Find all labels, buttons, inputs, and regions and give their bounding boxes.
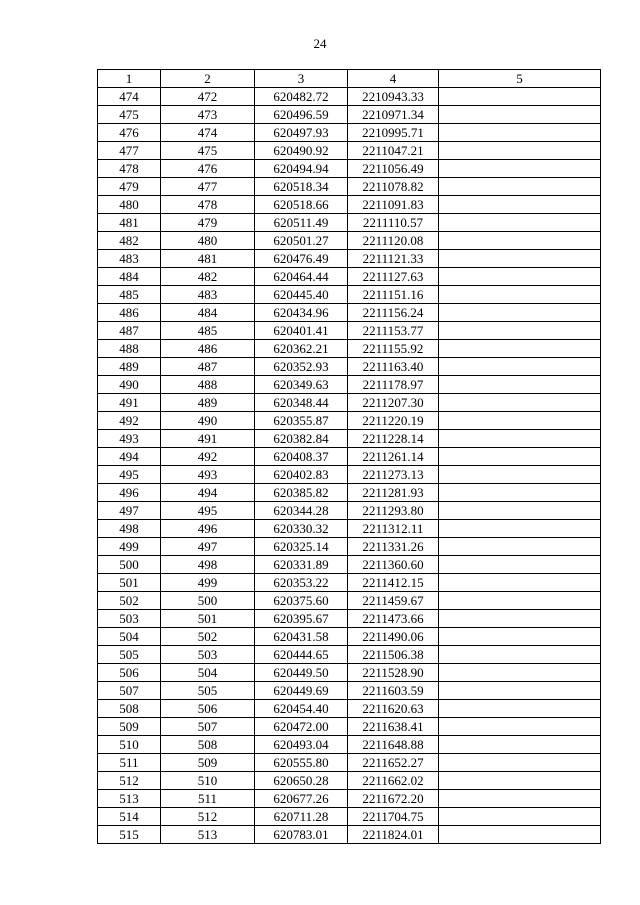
table-cell-col-5 [439, 358, 601, 376]
table-cell-col-3: 620511.49 [255, 214, 348, 232]
table-cell-col-4: 2211528.90 [348, 664, 439, 682]
table-cell-col-4: 2210943.33 [348, 88, 439, 106]
table-cell-col-3: 620402.83 [255, 466, 348, 484]
table-cell-col-4: 2211281.93 [348, 484, 439, 502]
table-cell-col-1: 486 [98, 304, 161, 322]
table-cell-col-4: 2211620.63 [348, 700, 439, 718]
table-cell-col-4: 2211121.33 [348, 250, 439, 268]
table-cell-col-2: 496 [161, 520, 255, 538]
table-cell-col-1: 505 [98, 646, 161, 664]
table-row [98, 214, 601, 232]
table-cell-col-4: 2211603.59 [348, 682, 439, 700]
table-cell-col-4: 2211704.75 [348, 808, 439, 826]
table-cell-col-1: 483 [98, 250, 161, 268]
table-cell-col-1: 496 [98, 484, 161, 502]
column-header-3: 3 [255, 70, 348, 88]
table-cell-col-2: 474 [161, 124, 255, 142]
table-cell-col-1: 508 [98, 700, 161, 718]
table-row [98, 106, 601, 124]
table-cell-col-4: 2211672.20 [348, 790, 439, 808]
table-cell-col-1: 502 [98, 592, 161, 610]
table-cell-col-3: 620382.84 [255, 430, 348, 448]
table-cell-col-5 [439, 538, 601, 556]
table-cell-col-3: 620330.32 [255, 520, 348, 538]
table-row [98, 142, 601, 160]
table-cell-col-2: 499 [161, 574, 255, 592]
table-cell-col-2: 490 [161, 412, 255, 430]
table-cell-col-2: 486 [161, 340, 255, 358]
table-cell-col-2: 511 [161, 790, 255, 808]
table-cell-col-4: 2211312.11 [348, 520, 439, 538]
table-cell-col-3: 620444.65 [255, 646, 348, 664]
table-row [98, 538, 601, 556]
table-cell-col-1: 480 [98, 196, 161, 214]
table-cell-col-2: 495 [161, 502, 255, 520]
table-cell-col-2: 481 [161, 250, 255, 268]
table-cell-col-2: 501 [161, 610, 255, 628]
table-cell-col-2: 503 [161, 646, 255, 664]
table-cell-col-4: 2211151.16 [348, 286, 439, 304]
table-row [98, 700, 601, 718]
header-row [98, 70, 601, 88]
table-cell-col-4: 2211110.57 [348, 214, 439, 232]
table-cell-col-3: 620454.40 [255, 700, 348, 718]
table-row [98, 178, 601, 196]
table-cell-col-3: 620783.01 [255, 826, 348, 844]
table-cell-col-4: 2211662.02 [348, 772, 439, 790]
table-cell-col-1: 495 [98, 466, 161, 484]
table-cell-col-3: 620472.00 [255, 718, 348, 736]
table-cell-col-2: 492 [161, 448, 255, 466]
table-cell-col-1: 492 [98, 412, 161, 430]
table-cell-col-1: 493 [98, 430, 161, 448]
table-cell-col-5 [439, 178, 601, 196]
table-cell-col-5 [439, 160, 601, 178]
table-row [98, 466, 601, 484]
table-cell-col-1: 513 [98, 790, 161, 808]
table-cell-col-3: 620493.04 [255, 736, 348, 754]
table-row [98, 412, 601, 430]
table-cell-col-2: 512 [161, 808, 255, 826]
table-cell-col-5 [439, 790, 601, 808]
table-cell-col-4: 2211153.77 [348, 322, 439, 340]
table-row [98, 124, 601, 142]
table-cell-col-1: 499 [98, 538, 161, 556]
table-cell-col-5 [439, 322, 601, 340]
column-header-5: 5 [439, 70, 601, 88]
table-cell-col-1: 484 [98, 268, 161, 286]
table-cell-col-2: 497 [161, 538, 255, 556]
table-cell-col-1: 478 [98, 160, 161, 178]
table-cell-col-2: 502 [161, 628, 255, 646]
table-cell-col-5 [439, 646, 601, 664]
table-row [98, 304, 601, 322]
table-row [98, 520, 601, 538]
table-cell-col-1: 489 [98, 358, 161, 376]
table-cell-col-1: 475 [98, 106, 161, 124]
table-cell-col-2: 479 [161, 214, 255, 232]
table-cell-col-3: 620431.58 [255, 628, 348, 646]
table-cell-col-5 [439, 304, 601, 322]
table-cell-col-4: 2211220.19 [348, 412, 439, 430]
column-header-1: 1 [98, 70, 161, 88]
table-cell-col-5 [439, 268, 601, 286]
table-cell-col-1: 501 [98, 574, 161, 592]
table-row [98, 610, 601, 628]
table-cell-col-5 [439, 664, 601, 682]
table-cell-col-3: 620494.94 [255, 160, 348, 178]
table-cell-col-3: 620331.89 [255, 556, 348, 574]
table-cell-col-3: 620650.28 [255, 772, 348, 790]
table-row [98, 556, 601, 574]
table-cell-col-4: 2210995.71 [348, 124, 439, 142]
table-cell-col-1: 510 [98, 736, 161, 754]
table-cell-col-5 [439, 340, 601, 358]
table-cell-col-1: 482 [98, 232, 161, 250]
table-cell-col-1: 474 [98, 88, 161, 106]
table-cell-col-1: 509 [98, 718, 161, 736]
table-cell-col-4: 2211056.49 [348, 160, 439, 178]
table-cell-col-5 [439, 286, 601, 304]
table-cell-col-1: 507 [98, 682, 161, 700]
table-cell-col-3: 620501.27 [255, 232, 348, 250]
table-cell-col-5 [439, 502, 601, 520]
table-cell-col-3: 620395.67 [255, 610, 348, 628]
table-row [98, 340, 601, 358]
column-header-2: 2 [161, 70, 255, 88]
table-row [98, 826, 601, 844]
table-cell-col-3: 620349.63 [255, 376, 348, 394]
table-cell-col-4: 2211207.30 [348, 394, 439, 412]
table-cell-col-1: 494 [98, 448, 161, 466]
table-cell-col-1: 515 [98, 826, 161, 844]
table-cell-col-5 [439, 250, 601, 268]
table-cell-col-5 [439, 826, 601, 844]
table-cell-col-4: 2211652.27 [348, 754, 439, 772]
table-body [98, 88, 601, 844]
table-cell-col-4: 2211473.66 [348, 610, 439, 628]
table-row [98, 232, 601, 250]
table-cell-col-2: 478 [161, 196, 255, 214]
table-cell-col-3: 620401.41 [255, 322, 348, 340]
table-cell-col-2: 476 [161, 160, 255, 178]
table-row [98, 88, 601, 106]
table-row [98, 196, 601, 214]
table-cell-col-2: 493 [161, 466, 255, 484]
table-cell-col-2: 485 [161, 322, 255, 340]
table-cell-col-4: 2211490.06 [348, 628, 439, 646]
table-row [98, 754, 601, 772]
table-row [98, 736, 601, 754]
table-cell-col-2: 480 [161, 232, 255, 250]
table-row [98, 574, 601, 592]
table-row [98, 430, 601, 448]
table-cell-col-3: 620711.28 [255, 808, 348, 826]
table-cell-col-1: 485 [98, 286, 161, 304]
table-row [98, 322, 601, 340]
table-cell-col-2: 475 [161, 142, 255, 160]
table-row [98, 286, 601, 304]
table-cell-col-4: 2211091.83 [348, 196, 439, 214]
table-cell-col-3: 620445.40 [255, 286, 348, 304]
table-cell-col-2: 509 [161, 754, 255, 772]
table-cell-col-4: 2211078.82 [348, 178, 439, 196]
table-cell-col-5 [439, 610, 601, 628]
table-cell-col-3: 620375.60 [255, 592, 348, 610]
table-cell-col-5 [439, 448, 601, 466]
table-cell-col-3: 620518.66 [255, 196, 348, 214]
table-cell-col-5 [439, 682, 601, 700]
table-cell-col-5 [439, 124, 601, 142]
table-cell-col-4: 2211120.08 [348, 232, 439, 250]
table-cell-col-1: 497 [98, 502, 161, 520]
table-cell-col-5 [439, 484, 601, 502]
table-cell-col-2: 507 [161, 718, 255, 736]
table-row [98, 646, 601, 664]
table-cell-col-5 [439, 430, 601, 448]
table-cell-col-5 [439, 808, 601, 826]
table-cell-col-2: 510 [161, 772, 255, 790]
table-cell-col-1: 511 [98, 754, 161, 772]
page-number: 24 [313, 36, 327, 51]
table-cell-col-3: 620434.96 [255, 304, 348, 322]
table-cell-col-2: 500 [161, 592, 255, 610]
table-cell-col-5 [439, 142, 601, 160]
table-row [98, 682, 601, 700]
table-cell-col-1: 479 [98, 178, 161, 196]
table-cell-col-5 [439, 718, 601, 736]
table-cell-col-5 [439, 196, 601, 214]
table-cell-col-5 [439, 394, 601, 412]
table-cell-col-2: 498 [161, 556, 255, 574]
table-cell-col-3: 620449.69 [255, 682, 348, 700]
table-cell-col-3: 620348.44 [255, 394, 348, 412]
table-row [98, 592, 601, 610]
table-row [98, 790, 601, 808]
table-cell-col-1: 477 [98, 142, 161, 160]
table-cell-col-2: 483 [161, 286, 255, 304]
table-cell-col-4: 2211506.38 [348, 646, 439, 664]
table-row [98, 448, 601, 466]
table-cell-col-4: 2211638.41 [348, 718, 439, 736]
table-cell-col-1: 514 [98, 808, 161, 826]
table-cell-col-2: 505 [161, 682, 255, 700]
table-cell-col-4: 2211228.14 [348, 430, 439, 448]
table-row [98, 502, 601, 520]
table-cell-col-1: 498 [98, 520, 161, 538]
table-cell-col-1: 500 [98, 556, 161, 574]
table-cell-col-3: 620355.87 [255, 412, 348, 430]
table-cell-col-2: 489 [161, 394, 255, 412]
table-cell-col-5 [439, 592, 601, 610]
table-cell-col-3: 620555.80 [255, 754, 348, 772]
table-cell-col-4: 2211261.14 [348, 448, 439, 466]
table-cell-col-5 [439, 628, 601, 646]
table-cell-col-1: 476 [98, 124, 161, 142]
table-cell-col-4: 2211163.40 [348, 358, 439, 376]
table-cell-col-4: 2211331.26 [348, 538, 439, 556]
table-cell-col-3: 620408.37 [255, 448, 348, 466]
table-cell-col-1: 506 [98, 664, 161, 682]
table-cell-col-2: 487 [161, 358, 255, 376]
table-cell-col-2: 513 [161, 826, 255, 844]
table-cell-col-4: 2210971.34 [348, 106, 439, 124]
table-cell-col-4: 2211648.88 [348, 736, 439, 754]
table-row [98, 628, 601, 646]
table-cell-col-3: 620362.21 [255, 340, 348, 358]
table-cell-col-3: 620482.72 [255, 88, 348, 106]
table-cell-col-3: 620497.93 [255, 124, 348, 142]
table-cell-col-4: 2211824.01 [348, 826, 439, 844]
table-cell-col-5 [439, 556, 601, 574]
table-cell-col-1: 512 [98, 772, 161, 790]
table-cell-col-4: 2211412.15 [348, 574, 439, 592]
table-cell-col-1: 503 [98, 610, 161, 628]
table-cell-col-4: 2211156.24 [348, 304, 439, 322]
table-cell-col-3: 620518.34 [255, 178, 348, 196]
table-cell-col-1: 491 [98, 394, 161, 412]
table-cell-col-4: 2211047.21 [348, 142, 439, 160]
table-cell-col-5 [439, 520, 601, 538]
table-cell-col-5 [439, 412, 601, 430]
table-row [98, 160, 601, 178]
table-cell-col-2: 472 [161, 88, 255, 106]
table-header [98, 70, 601, 88]
table-cell-col-4: 2211459.67 [348, 592, 439, 610]
table-row [98, 268, 601, 286]
column-header-4: 4 [348, 70, 439, 88]
table-cell-col-2: 482 [161, 268, 255, 286]
table-cell-col-1: 487 [98, 322, 161, 340]
table-cell-col-3: 620344.28 [255, 502, 348, 520]
table-cell-col-5 [439, 700, 601, 718]
table-cell-col-2: 508 [161, 736, 255, 754]
table-cell-col-3: 620385.82 [255, 484, 348, 502]
table-cell-col-1: 481 [98, 214, 161, 232]
table-cell-col-4: 2211127.63 [348, 268, 439, 286]
table-row [98, 250, 601, 268]
table-row [98, 376, 601, 394]
table-cell-col-5 [439, 466, 601, 484]
table-row [98, 808, 601, 826]
table-cell-col-3: 620353.22 [255, 574, 348, 592]
table-cell-col-3: 620464.44 [255, 268, 348, 286]
table-cell-col-5 [439, 574, 601, 592]
table-cell-col-2: 506 [161, 700, 255, 718]
table-cell-col-2: 477 [161, 178, 255, 196]
table-cell-col-2: 491 [161, 430, 255, 448]
table-cell-col-3: 620677.26 [255, 790, 348, 808]
table-cell-col-3: 620490.92 [255, 142, 348, 160]
table-cell-col-2: 494 [161, 484, 255, 502]
table-cell-col-1: 488 [98, 340, 161, 358]
table-cell-col-4: 2211178.97 [348, 376, 439, 394]
table-cell-col-3: 620476.49 [255, 250, 348, 268]
table-cell-col-5 [439, 736, 601, 754]
table-cell-col-4: 2211155.92 [348, 340, 439, 358]
table-row [98, 484, 601, 502]
table-cell-col-3: 620449.50 [255, 664, 348, 682]
table-cell-col-3: 620352.93 [255, 358, 348, 376]
table-cell-col-2: 484 [161, 304, 255, 322]
table-cell-col-5 [439, 772, 601, 790]
table-cell-col-5 [439, 232, 601, 250]
table-cell-col-3: 620496.59 [255, 106, 348, 124]
table-row [98, 772, 601, 790]
table-cell-col-2: 504 [161, 664, 255, 682]
table-cell-col-3: 620325.14 [255, 538, 348, 556]
coordinates-table [97, 69, 601, 844]
table-cell-col-2: 473 [161, 106, 255, 124]
table-cell-col-5 [439, 754, 601, 772]
table-cell-col-5 [439, 376, 601, 394]
table-cell-col-5 [439, 106, 601, 124]
table-cell-col-2: 488 [161, 376, 255, 394]
table-cell-col-5 [439, 214, 601, 232]
table-row [98, 394, 601, 412]
table-row [98, 358, 601, 376]
table-cell-col-1: 490 [98, 376, 161, 394]
table-cell-col-4: 2211273.13 [348, 466, 439, 484]
table-cell-col-5 [439, 88, 601, 106]
table-cell-col-4: 2211293.80 [348, 502, 439, 520]
table-row [98, 718, 601, 736]
table-cell-col-1: 504 [98, 628, 161, 646]
table-row [98, 664, 601, 682]
table-cell-col-4: 2211360.60 [348, 556, 439, 574]
